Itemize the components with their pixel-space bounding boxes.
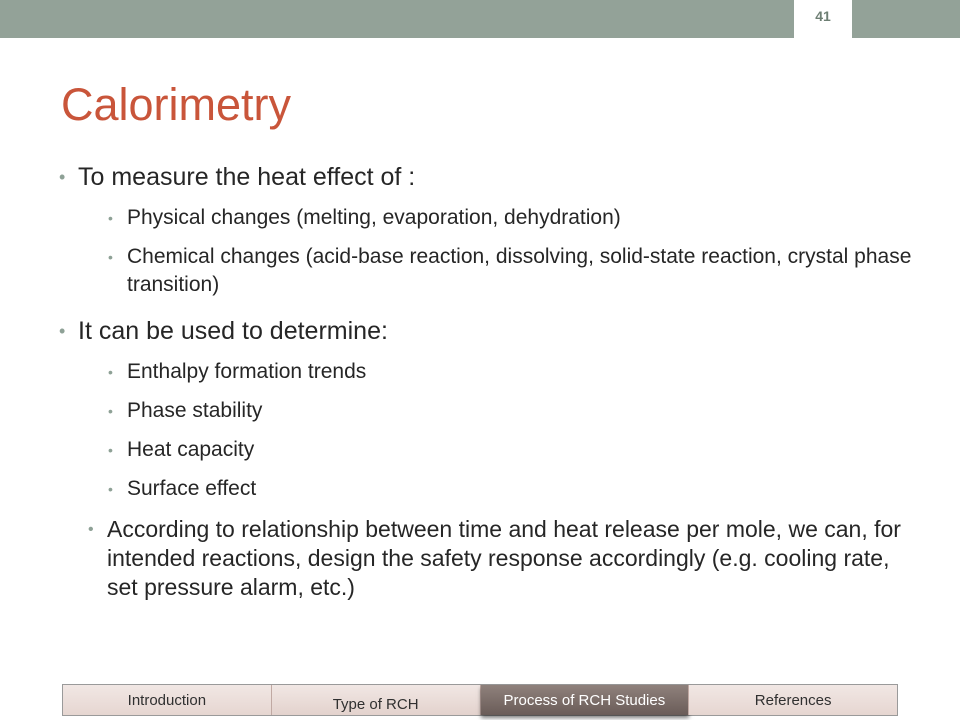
bullet-text: It can be used to determine: <box>78 317 388 345</box>
nav-tab-type-of-rch[interactable]: Type of RCH <box>272 685 481 715</box>
sub-bullet-list <box>78 358 918 503</box>
sub-bullet-list <box>78 204 918 299</box>
bullet-item <box>58 162 918 299</box>
nav-tab-process-of-rch-studies[interactable]: Process of RCH Studies <box>481 685 690 715</box>
bullet-text: To measure the heat effect of : <box>78 163 416 191</box>
page-number-box <box>794 0 852 38</box>
bullet-text: According to relationship between time and heat release per mole, we can, for intended reactions, design the safety response accordingly (e.g. cooling rate, set pressure alarm, etc.) <box>107 516 901 600</box>
bullet-item <box>87 515 918 602</box>
sub-bullet-item: • Phase stability <box>107 397 918 425</box>
nav-tab-references[interactable]: References <box>689 685 897 715</box>
bullet-list <box>58 162 918 602</box>
sub-bullet-item: • Enthalpy formation trends <box>107 358 918 386</box>
top-bar <box>0 0 960 38</box>
nav-tab-introduction[interactable]: Introduction <box>63 685 272 715</box>
sub-bullet-item: • Surface effect <box>107 475 918 503</box>
section-nav <box>62 684 898 716</box>
bullet-item <box>58 316 918 503</box>
page-number: 41 <box>815 8 831 24</box>
sub-bullet-item: • Chemical changes (acid-base reaction, dissolving, solid-state reaction, crystal phase transition) <box>107 243 918 299</box>
sub-bullet-item: • Heat capacity <box>107 436 918 464</box>
slide-title: Calorimetry <box>61 79 292 130</box>
sub-bullet-item: • Physical changes (melting, evaporation, dehydration) <box>107 204 918 232</box>
